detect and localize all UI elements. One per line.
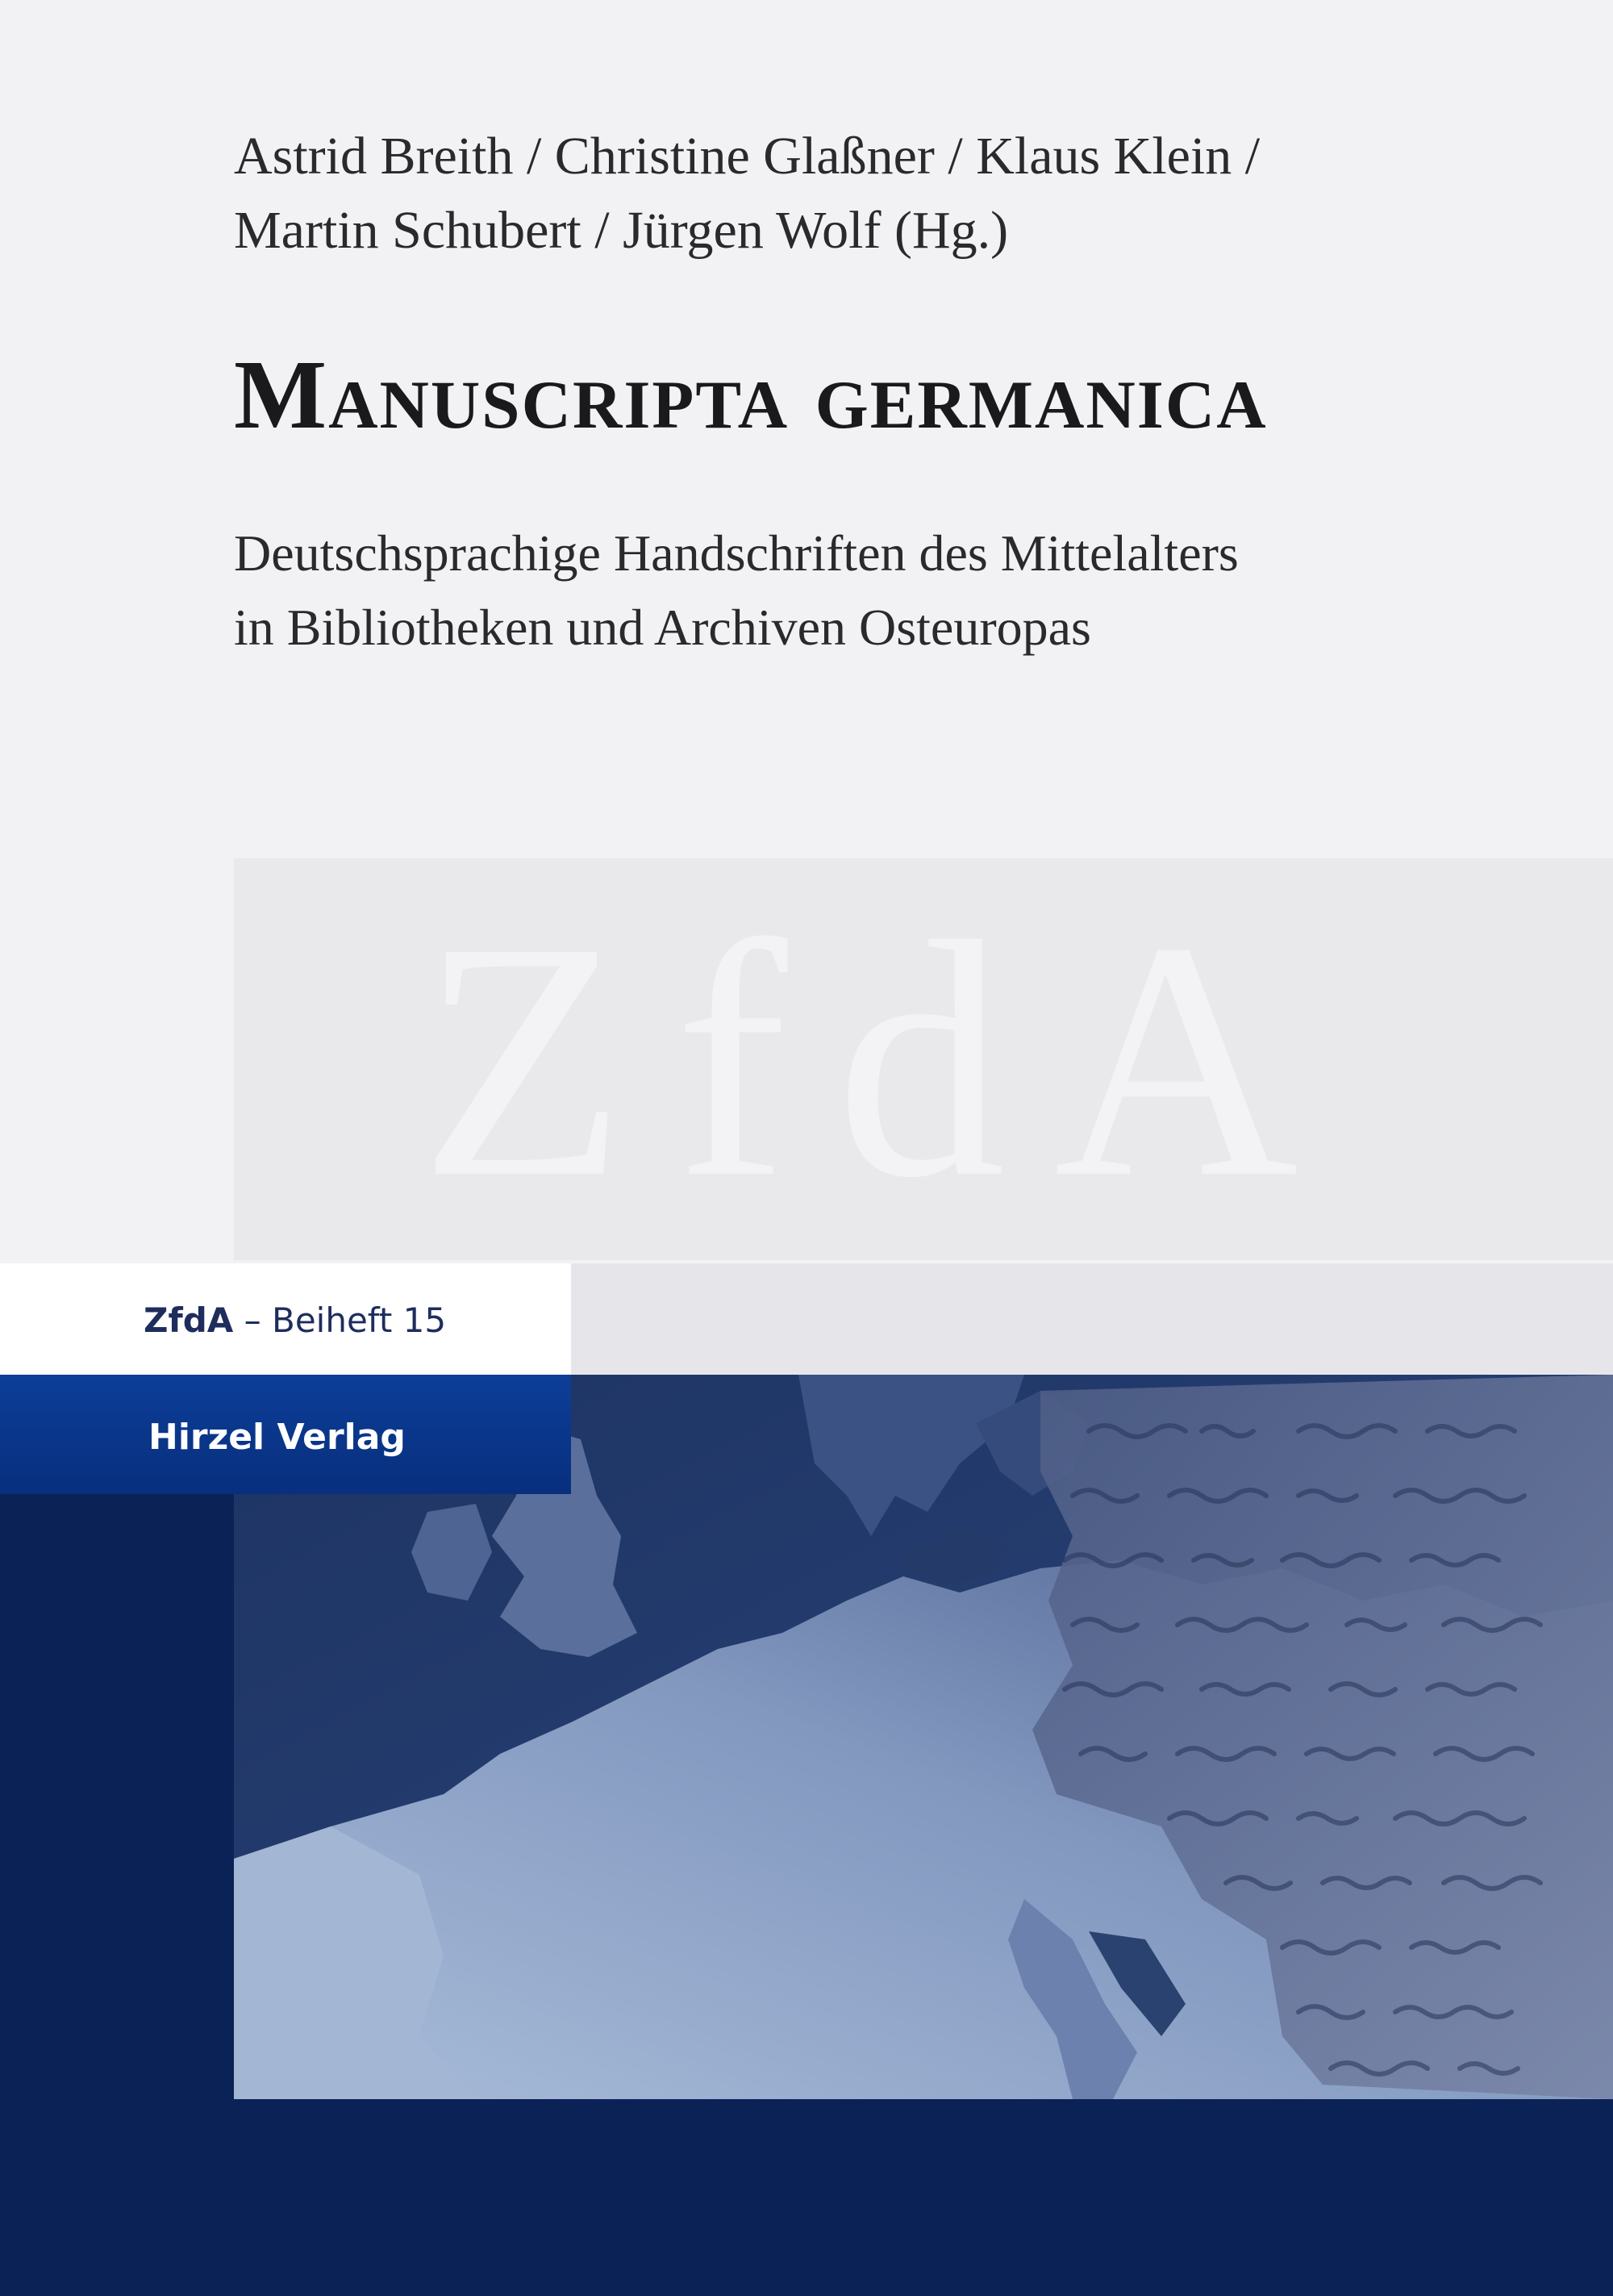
book-subtitle (234, 516, 1239, 665)
series-separator: – (233, 1300, 272, 1340)
book-title: Manuscripta germanica (234, 340, 1268, 449)
series-abbr: ZfdA (144, 1300, 234, 1340)
publisher-name: Hirzel Verlag (148, 1417, 406, 1458)
editors-line-2: Martin Schubert / Jürgen Wolf (Hg.) (234, 201, 1009, 260)
subtitle-line-2: in Bibliotheken und Archiven Osteuropas (234, 599, 1091, 656)
editors (234, 119, 1260, 268)
subtitle-line-1: Deutschsprachige Handschriften des Mittelalters (234, 524, 1239, 582)
zfda-watermark: ZfdA (419, 872, 1347, 1247)
gray-strip (571, 1263, 1613, 1375)
watermark-band (234, 858, 1613, 1260)
series-label (144, 1300, 446, 1340)
editors-line-1: Astrid Breith / Christine Glaßner / Klaus Klein / (234, 127, 1261, 186)
series-name: Beiheft 15 (272, 1300, 447, 1340)
